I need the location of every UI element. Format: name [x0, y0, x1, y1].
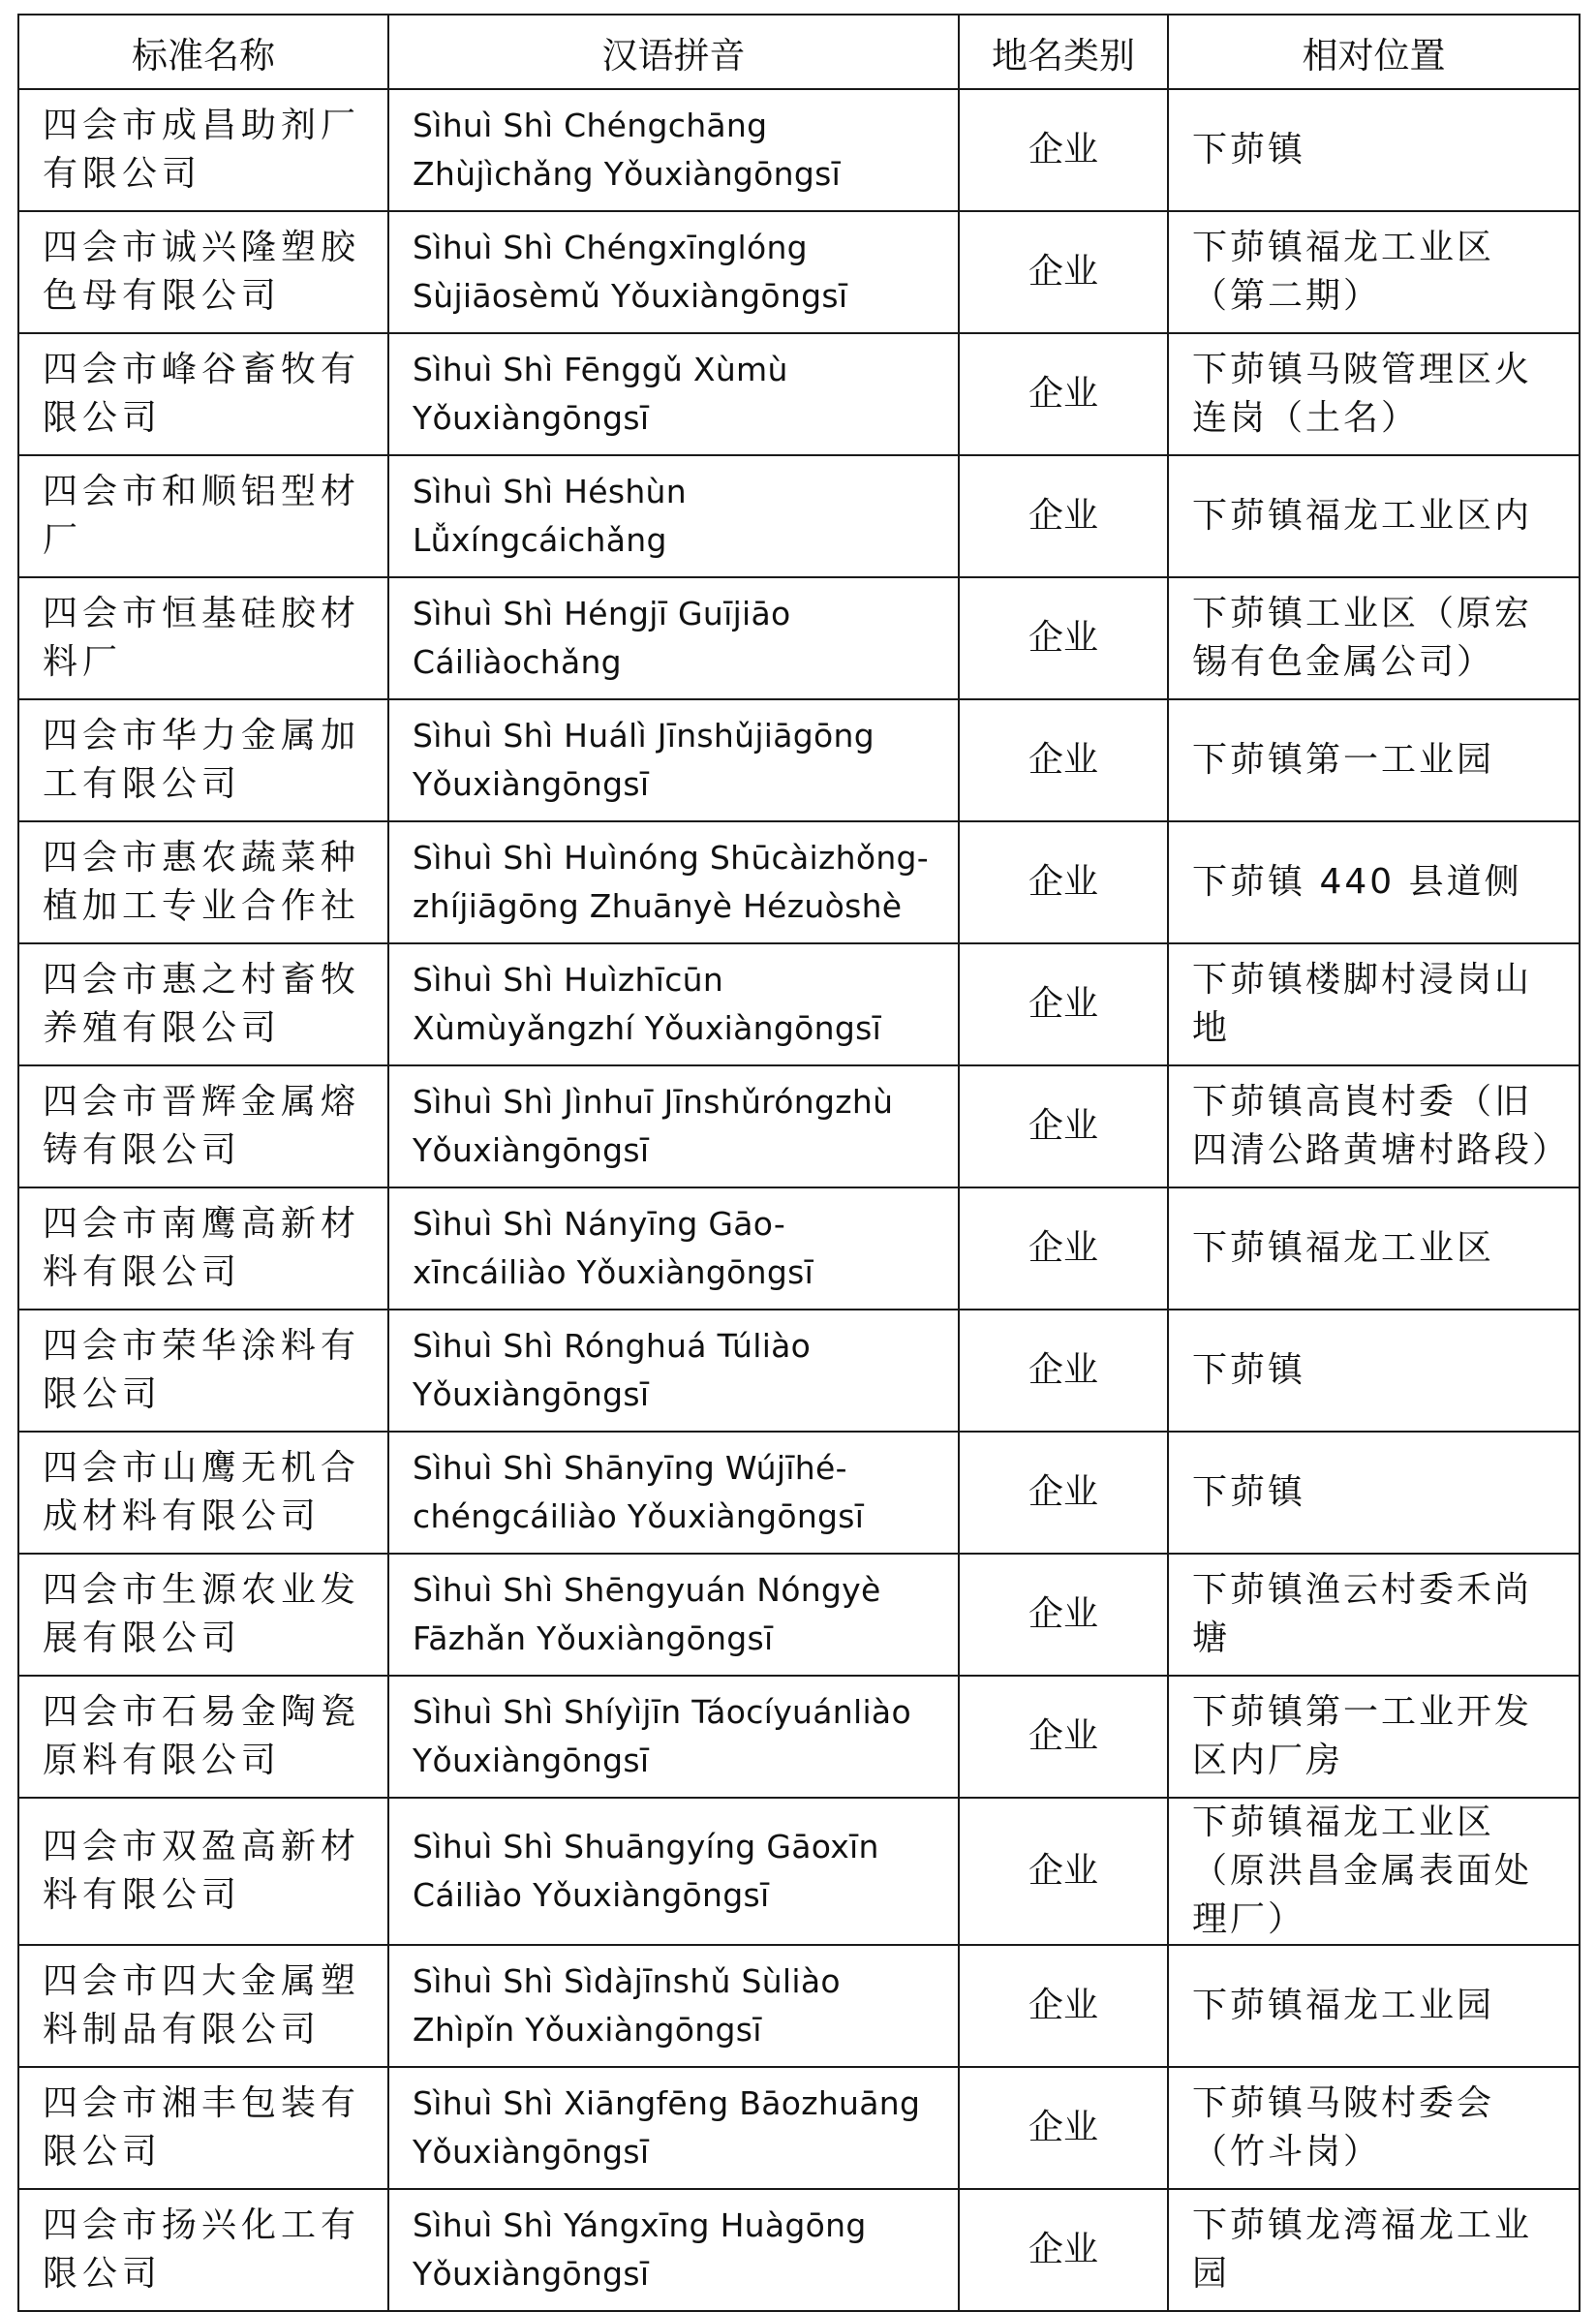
place-type-cell: 企业 — [959, 577, 1168, 699]
header-place-type: 地名类别 — [959, 15, 1168, 89]
table-row — [18, 1676, 1580, 1798]
table-row — [18, 1945, 1580, 2067]
table-row — [18, 455, 1580, 577]
company-name-cell: 四会市生源农业发展有限公司 — [18, 1554, 388, 1676]
table-row — [18, 211, 1580, 333]
pinyin-cell: Sìhuì Shì Huìzhīcūn Xùmùyǎngzhí Yǒuxiàngōngsī — [388, 943, 959, 1065]
pinyin-cell: Sìhuì Shì Shēngyuán Nóngyè Fāzhǎn Yǒuxiàngōngsī — [388, 1554, 959, 1676]
pinyin-cell: Sìhuì Shì Héshùn Lǚxíngcáichǎng — [388, 455, 959, 577]
relative-location-cell: 下茆镇楼脚村浸岗山地 — [1168, 943, 1580, 1065]
place-type-cell: 企业 — [959, 1432, 1168, 1554]
relative-location-cell: 下茆镇高崀村委（旧四清公路黄塘村路段） — [1168, 1065, 1580, 1187]
pinyin-cell: Sìhuì Shì Xiāngfēng Bāozhuāng Yǒuxiàngōngsī — [388, 2067, 959, 2189]
company-name-cell: 四会市晋辉金属熔铸有限公司 — [18, 1065, 388, 1187]
table-row — [18, 1798, 1580, 1945]
pinyin-cell: Sìhuì Shì Fēnggǔ Xùmù Yǒuxiàngōngsī — [388, 333, 959, 455]
relative-location-cell: 下茆镇龙湾福龙工业园 — [1168, 2189, 1580, 2311]
company-name-cell: 四会市山鹰无机合成材料有限公司 — [18, 1432, 388, 1554]
relative-location-cell: 下茆镇 440 县道侧 — [1168, 821, 1580, 943]
relative-location-cell: 下茆镇马陂管理区火连岗（土名） — [1168, 333, 1580, 455]
pinyin-cell: Sìhuì Shì Huálì Jīnshǔjiāgōng Yǒuxiàngōngsī — [388, 699, 959, 821]
pinyin-cell: Sìhuì Shì Chéngchāng Zhùjìchǎng Yǒuxiàngōngsī — [388, 89, 959, 211]
header-relative-location: 相对位置 — [1168, 15, 1580, 89]
relative-location-cell: 下茆镇 — [1168, 89, 1580, 211]
table-row — [18, 333, 1580, 455]
header-pinyin: 汉语拼音 — [388, 15, 959, 89]
pinyin-cell: Sìhuì Shì Shānyīng Wújīhé-chéngcáiliào Yǒuxiàngōngsī — [388, 1432, 959, 1554]
table-row — [18, 943, 1580, 1065]
company-name-cell: 四会市诚兴隆塑胶色母有限公司 — [18, 211, 388, 333]
relative-location-cell: 下茆镇工业区（原宏锡有色金属公司） — [1168, 577, 1580, 699]
relative-location-cell: 下茆镇福龙工业区内 — [1168, 455, 1580, 577]
relative-location-cell: 下茆镇渔云村委禾尚塘 — [1168, 1554, 1580, 1676]
table-row — [18, 1554, 1580, 1676]
company-name-cell: 四会市四大金属塑料制品有限公司 — [18, 1945, 388, 2067]
pinyin-cell: Sìhuì Shì Yángxīng Huàgōng Yǒuxiàngōngsī — [388, 2189, 959, 2311]
pinyin-cell: Sìhuì Shì Shíyìjīn Táocíyuánliào Yǒuxiàngōngsī — [388, 1676, 959, 1798]
company-name-cell: 四会市荣华涂料有限公司 — [18, 1310, 388, 1432]
place-type-cell: 企业 — [959, 1065, 1168, 1187]
table-header-row — [18, 15, 1580, 89]
relative-location-cell: 下茆镇马陂村委会（竹斗岗） — [1168, 2067, 1580, 2189]
relative-location-cell: 下茆镇第一工业园 — [1168, 699, 1580, 821]
pinyin-cell: Sìhuì Shì Rónghuá Túliào Yǒuxiàngōngsī — [388, 1310, 959, 1432]
pinyin-cell: Sìhuì Shì Shuāngyíng Gāoxīn Cáiliào Yǒuxiàngōngsī — [388, 1798, 959, 1945]
place-type-cell: 企业 — [959, 89, 1168, 211]
place-type-cell: 企业 — [959, 211, 1168, 333]
place-type-cell: 企业 — [959, 333, 1168, 455]
place-type-cell: 企业 — [959, 699, 1168, 821]
table-row — [18, 2189, 1580, 2311]
company-name-cell: 四会市成昌助剂厂有限公司 — [18, 89, 388, 211]
pinyin-cell: Sìhuì Shì Héngjī Guījiāo Cáiliàochǎng — [388, 577, 959, 699]
company-name-cell: 四会市华力金属加工有限公司 — [18, 699, 388, 821]
pinyin-cell: Sìhuì Shì Huìnóng Shūcàizhǒng-zhíjiāgōng Zhuānyè Hézuòshè — [388, 821, 959, 943]
place-type-cell: 企业 — [959, 943, 1168, 1065]
company-name-cell: 四会市峰谷畜牧有限公司 — [18, 333, 388, 455]
pinyin-cell: Sìhuì Shì Jìnhuī Jīnshǔróngzhù Yǒuxiàngōngsī — [388, 1065, 959, 1187]
company-name-cell: 四会市湘丰包装有限公司 — [18, 2067, 388, 2189]
relative-location-cell: 下茆镇 — [1168, 1432, 1580, 1554]
relative-location-cell: 下茆镇第一工业开发区内厂房 — [1168, 1676, 1580, 1798]
company-name-cell: 四会市南鹰高新材料有限公司 — [18, 1187, 388, 1310]
relative-location-cell: 下茆镇福龙工业区 — [1168, 1187, 1580, 1310]
table-row — [18, 821, 1580, 943]
table-row — [18, 1310, 1580, 1432]
table-row — [18, 577, 1580, 699]
place-type-cell: 企业 — [959, 1798, 1168, 1945]
company-name-cell: 四会市石易金陶瓷原料有限公司 — [18, 1676, 388, 1798]
place-type-cell: 企业 — [959, 1187, 1168, 1310]
table-row — [18, 699, 1580, 821]
relative-location-cell: 下茆镇福龙工业园 — [1168, 1945, 1580, 2067]
place-type-cell: 企业 — [959, 1945, 1168, 2067]
place-type-cell: 企业 — [959, 1676, 1168, 1798]
relative-location-cell: 下茆镇福龙工业区（第二期） — [1168, 211, 1580, 333]
table-row — [18, 1432, 1580, 1554]
company-name-cell: 四会市惠农蔬菜种植加工专业合作社 — [18, 821, 388, 943]
place-type-cell: 企业 — [959, 1310, 1168, 1432]
company-name-cell: 四会市扬兴化工有限公司 — [18, 2189, 388, 2311]
place-type-cell: 企业 — [959, 2189, 1168, 2311]
company-name-cell: 四会市和顺铝型材厂 — [18, 455, 388, 577]
pinyin-cell: Sìhuì Shì Sìdàjīnshǔ Sùliào Zhìpǐn Yǒuxiàngōngsī — [388, 1945, 959, 2067]
place-type-cell: 企业 — [959, 455, 1168, 577]
pinyin-cell: Sìhuì Shì Chéngxīnglóng Sùjiāosèmǔ Yǒuxiàngōngsī — [388, 211, 959, 333]
table-row — [18, 2067, 1580, 2189]
company-name-cell: 四会市双盈高新材料有限公司 — [18, 1798, 388, 1945]
table-row — [18, 1187, 1580, 1310]
header-standard-name: 标准名称 — [18, 15, 388, 89]
table-row — [18, 89, 1580, 211]
table-row — [18, 1065, 1580, 1187]
company-name-cell: 四会市恒基硅胶材料厂 — [18, 577, 388, 699]
place-name-table — [17, 14, 1581, 2312]
relative-location-cell: 下茆镇福龙工业区（原洪昌金属表面处理厂） — [1168, 1798, 1580, 1945]
place-type-cell: 企业 — [959, 821, 1168, 943]
pinyin-cell: Sìhuì Shì Nányīng Gāo-xīncáiliào Yǒuxiàngōngsī — [388, 1187, 959, 1310]
company-name-cell: 四会市惠之村畜牧养殖有限公司 — [18, 943, 388, 1065]
place-type-cell: 企业 — [959, 1554, 1168, 1676]
relative-location-cell: 下茆镇 — [1168, 1310, 1580, 1432]
place-type-cell: 企业 — [959, 2067, 1168, 2189]
